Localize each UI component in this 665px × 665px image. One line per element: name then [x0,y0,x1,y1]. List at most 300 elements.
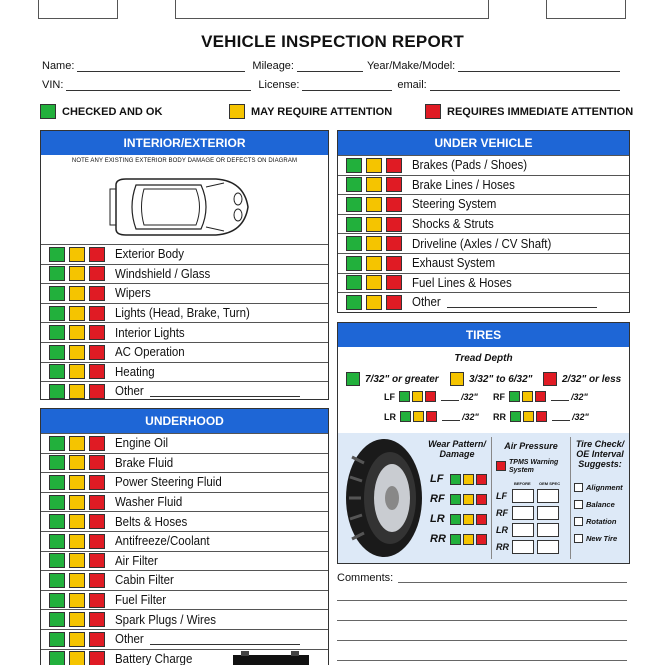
comment-line[interactable] [337,660,627,661]
yellow-checkbox[interactable] [69,345,85,360]
yellow-checkbox[interactable] [69,455,85,470]
status-squares [49,593,111,608]
tread-depth-entry [384,411,479,422]
checklist-row [41,472,328,492]
checklist-label: AC Operation [115,345,185,360]
status-squares [346,275,408,290]
green-checkbox[interactable] [49,553,65,568]
red-checkbox[interactable] [89,384,105,399]
tread-depth-entry [493,411,589,422]
tire-check-title: Tire Check/ OE Interval Suggests: [575,439,625,469]
yellow-checkbox[interactable] [69,534,85,549]
yellow-checkbox[interactable] [69,651,85,665]
green-checkbox[interactable] [49,534,65,549]
year-make-model-label: Year/Make/Model: [366,60,456,72]
green-checkbox[interactable] [346,217,362,232]
green-checkbox[interactable] [49,593,65,608]
wear-checkbox[interactable] [450,474,461,485]
red-checkbox[interactable] [89,514,105,529]
green-square [40,104,56,119]
yellow-checkbox[interactable] [69,475,85,490]
red-checkbox[interactable] [386,275,402,290]
green-checkbox[interactable] [49,286,65,301]
tire-check-row [574,483,623,492]
comments-label: Comments: [337,572,394,584]
tire-check-checkbox[interactable] [574,500,583,509]
other-line[interactable] [447,296,597,308]
legend-ok-label: CHECKED AND OK [62,105,163,118]
green-checkbox[interactable] [49,384,65,399]
oem-spec-box[interactable] [537,523,559,537]
legend-attention-label: MAY REQUIRE ATTENTION [251,105,393,118]
green-checkbox[interactable] [49,306,65,321]
checklist-label: Windshield / Glass [115,266,211,281]
tread-depth-label: Tread Depth [454,353,513,364]
checklist-label: Lights (Head, Brake, Turn) [115,306,250,321]
checklist-row [41,264,328,284]
green-checkbox[interactable] [49,632,65,647]
tread-level-attention [450,372,532,386]
air-pressure-title: Air Pressure [504,441,558,451]
tread-checkbox[interactable] [510,411,521,422]
before-pressure-box[interactable] [512,540,534,554]
checklist-row [338,233,629,253]
tires-title: TIRES [338,323,629,347]
green-checkbox[interactable] [49,651,65,665]
yellow-checkbox[interactable] [69,553,85,568]
mileage-label: Mileage: [252,60,294,72]
red-checkbox[interactable] [89,612,105,627]
legend-immediate-label: REQUIRES IMMEDIATE ATTENTION [447,105,634,118]
wear-checkbox[interactable] [463,514,474,525]
checklist-label: Power Steering Fluid [115,475,222,490]
yellow-checkbox[interactable] [366,275,382,290]
tread-depth-line[interactable] [551,392,569,401]
checklist-row [338,194,629,214]
comment-line[interactable] [337,620,627,621]
wear-position-label: LR [430,513,445,525]
green-square [346,372,360,386]
tpms-label: TPMS Warning System [509,459,559,474]
status-squares [49,345,111,360]
checklist-row [41,609,328,629]
yellow-checkbox[interactable] [366,236,382,251]
tpms-row [496,459,567,475]
tread-checkbox[interactable] [399,391,410,402]
oem-spec-box[interactable] [537,506,559,520]
under-vehicle-panel [337,130,630,313]
checklist-label: Exhaust System [412,256,496,271]
red-checkbox[interactable] [89,553,105,568]
green-checkbox[interactable] [49,325,65,340]
green-checkbox[interactable] [49,475,65,490]
air-pressure-row [496,506,559,520]
yellow-checkbox[interactable] [69,266,85,281]
yellow-checkbox[interactable] [366,177,382,192]
red-checkbox[interactable] [89,632,105,647]
checklist-row [338,214,629,234]
red-checkbox[interactable] [386,256,402,271]
red-checkbox[interactable] [89,495,105,510]
wear-row [430,473,487,485]
yellow-checkbox[interactable] [366,197,382,212]
yellow-checkbox[interactable] [69,593,85,608]
tread-depth-line[interactable] [441,392,459,401]
red-checkbox[interactable] [386,158,402,173]
interior-exterior-title: INTERIOR/EXTERIOR [41,131,328,155]
tread-checkbox[interactable] [426,411,437,422]
checklist-row [41,453,328,473]
tread-position-label: LF [384,391,395,402]
red-checkbox[interactable] [386,177,402,192]
red-square [543,372,557,386]
license-label: License: [258,79,300,91]
green-checkbox[interactable] [346,177,362,192]
red-checkbox[interactable] [89,455,105,470]
tire-icon [344,437,424,559]
year-make-model-field[interactable] [458,61,620,72]
tread-checkbox[interactable] [400,411,411,422]
battery-icon [231,651,311,665]
yellow-checkbox[interactable] [366,295,382,310]
status-squares [49,455,111,470]
red-checkbox[interactable] [89,475,105,490]
air-pressure-row [496,489,559,503]
red-checkbox[interactable] [386,197,402,212]
checklist-row [41,342,328,362]
wear-checkbox[interactable] [463,534,474,545]
checklist-label: Brake Lines / Hoses [412,177,515,192]
tread-level-good-label: 7/32" or greater [365,373,439,385]
checklist-label: Driveline (Axles / CV Shaft) [412,236,552,251]
checklist-row [338,175,629,195]
status-squares [49,534,111,549]
air-position-label: RR [496,542,509,552]
before-pressure-box[interactable] [512,506,534,520]
yellow-square [450,372,464,386]
red-checkbox[interactable] [89,247,105,262]
air-position-label: LR [496,525,508,535]
red-checkbox[interactable] [89,306,105,321]
tread-depth-entry [384,391,478,402]
email-field[interactable] [430,80,620,91]
checklist-label: Interior Lights [115,325,185,340]
green-checkbox[interactable] [346,236,362,251]
vin-field[interactable] [66,80,251,91]
checklist-row [338,292,629,312]
red-checkbox[interactable] [386,217,402,232]
checklist-row [41,381,328,401]
status-squares [49,651,111,665]
tire-check-row [574,500,615,509]
checklist-row [41,303,328,323]
page-title: VEHICLE INSPECTION REPORT [201,32,464,51]
tread-checkbox[interactable] [536,411,547,422]
red-checkbox[interactable] [89,325,105,340]
underhood-title: UNDERHOOD [41,409,328,433]
tire-check-checkbox[interactable] [574,534,583,543]
status-squares [49,325,111,340]
red-checkbox[interactable] [89,573,105,588]
checklist-row [41,531,328,551]
red-checkbox[interactable] [89,436,105,451]
air-position-label: LF [496,491,507,501]
wear-row [430,493,487,505]
green-checkbox[interactable] [49,612,65,627]
before-pressure-box[interactable] [512,523,534,537]
tread-position-label: RR [493,411,506,422]
other-line[interactable] [150,633,300,645]
checklist-label: Engine Oil [115,436,169,451]
tire-check-checkbox[interactable] [574,517,583,526]
red-checkbox[interactable] [386,236,402,251]
checklist-label: Washer Fluid [115,495,183,510]
green-checkbox[interactable] [49,247,65,262]
legend-ok [40,104,162,119]
status-squares [49,364,111,379]
before-label: BEFORE [514,481,531,486]
wear-pattern-title: Wear Pattern/ Damage [428,439,486,459]
checklist-label: Fuel Filter [115,593,167,608]
wear-checkbox[interactable] [463,494,474,505]
tread-checkbox[interactable] [425,391,436,402]
wear-checkbox[interactable] [476,474,487,485]
tread-unit: /32" [462,411,479,422]
checklist-row [41,551,328,571]
license-field[interactable] [302,80,392,91]
status-squares [49,266,111,281]
yellow-checkbox[interactable] [69,247,85,262]
status-squares [346,197,408,212]
interior-note: NOTE ANY EXISTING EXTERIOR BODY DAMAGE OR DEFECTS ON DIAGRAM [71,158,298,164]
checklist-row [338,253,629,273]
checklist-label: Other [115,384,144,399]
tires-panel [337,322,630,564]
tire-detail-area [338,433,629,563]
yellow-checkbox[interactable] [69,325,85,340]
green-checkbox[interactable] [346,158,362,173]
yellow-checkbox[interactable] [69,573,85,588]
tread-level-good [346,372,439,386]
oem-spec-label: OEM SPEC [539,481,561,486]
tpms-red-square[interactable] [496,461,506,471]
checklist-label: Wipers [115,286,151,301]
status-squares [49,514,111,529]
red-checkbox[interactable] [89,345,105,360]
tread-checkbox[interactable] [523,411,534,422]
tread-depth-entry [493,391,588,402]
red-checkbox[interactable] [89,286,105,301]
green-checkbox[interactable] [49,266,65,281]
checklist-label: Heating [115,364,155,379]
red-checkbox[interactable] [89,364,105,379]
green-checkbox[interactable] [49,514,65,529]
checklist-label: Other [412,295,441,310]
legend-immediate [425,104,633,119]
tread-unit: /32" [572,411,589,422]
interior-exterior-panel [40,130,329,400]
checklist-label: Shocks & Struts [412,217,494,232]
checklist-label: Exterior Body [115,247,185,262]
green-checkbox[interactable] [346,275,362,290]
yellow-checkbox[interactable] [366,256,382,271]
yellow-checkbox[interactable] [69,286,85,301]
red-checkbox[interactable] [89,534,105,549]
tread-checkbox[interactable] [412,391,423,402]
vin-label: VIN: [42,79,64,91]
yellow-square [229,104,245,119]
tread-depth-line[interactable] [442,412,460,421]
tire-check-label: New Tire [586,534,618,543]
name-label: Name: [42,60,75,72]
top-box-center [175,0,489,19]
checklist-row [41,590,328,610]
status-squares [49,306,111,321]
checklist-label: Cabin Filter [115,573,174,588]
tire-check-checkbox[interactable] [574,483,583,492]
green-checkbox[interactable] [49,495,65,510]
status-squares [346,236,408,251]
checklist-row [41,570,328,590]
checklist-row [338,273,629,293]
top-box-left [38,0,118,19]
green-checkbox[interactable] [49,436,65,451]
wear-row [430,533,487,545]
air-pressure-row [496,540,559,554]
yellow-checkbox[interactable] [69,306,85,321]
wear-position-label: LF [430,473,444,485]
checklist-label: Battery Charge [115,651,193,665]
checklist-label: Other [115,632,144,647]
car-diagram-icon[interactable] [106,175,251,239]
yellow-checkbox[interactable] [69,384,85,399]
tread-level-immediate-label: 2/32" or less [562,373,622,385]
checklist-row [41,283,328,303]
mileage-field[interactable] [297,61,363,72]
checklist-label: Fuel Lines & Hoses [412,275,512,290]
green-checkbox[interactable] [49,573,65,588]
air-position-label: RF [496,508,508,518]
wear-checkbox[interactable] [476,534,487,545]
tread-unit: /32" [571,391,588,402]
oem-spec-box[interactable] [537,540,559,554]
wear-row [430,513,487,525]
yellow-checkbox[interactable] [366,217,382,232]
comment-line[interactable] [337,600,627,601]
checklist-row [41,362,328,382]
tread-checkbox[interactable] [413,411,424,422]
wear-checkbox[interactable] [450,494,461,505]
tire-check-row [574,534,617,543]
red-checkbox[interactable] [89,266,105,281]
green-checkbox[interactable] [346,256,362,271]
wear-checkbox[interactable] [476,494,487,505]
under-vehicle-title: UNDER VEHICLE [338,131,629,155]
status-squares [49,553,111,568]
green-checkbox[interactable] [346,295,362,310]
checklist-row [41,629,328,649]
email-label: email: [397,79,427,91]
status-squares [346,295,408,310]
checklist-label: Steering System [412,197,497,212]
tread-level-attention-label: 3/32" to 6/32" [469,373,533,385]
red-square [425,104,441,119]
yellow-checkbox[interactable] [69,495,85,510]
underhood-panel [40,408,329,665]
checklist-row [338,155,629,175]
yellow-checkbox[interactable] [366,158,382,173]
status-squares [49,436,111,451]
green-checkbox[interactable] [49,345,65,360]
tread-checkbox[interactable] [509,391,520,402]
red-checkbox[interactable] [386,295,402,310]
checklist-label: Brakes (Pads / Shoes) [412,158,528,173]
yellow-checkbox[interactable] [69,514,85,529]
status-squares [346,217,408,232]
yellow-checkbox[interactable] [69,612,85,627]
green-checkbox[interactable] [49,364,65,379]
wear-checkbox[interactable] [450,514,461,525]
checklist-label: Antifreeze/Coolant [115,534,210,549]
status-squares [49,612,111,627]
tread-checkbox[interactable] [535,391,546,402]
green-checkbox[interactable] [49,455,65,470]
yellow-checkbox[interactable] [69,364,85,379]
checklist-label: Spark Plugs / Wires [115,612,216,627]
oem-spec-box[interactable] [537,489,559,503]
status-squares [49,384,111,399]
status-squares [49,475,111,490]
tire-check-label: Rotation [586,517,617,526]
checklist-label: Air Filter [115,553,158,568]
yellow-checkbox[interactable] [69,632,85,647]
status-squares [346,158,408,173]
status-squares [49,632,111,647]
status-squares [49,286,111,301]
checklist-row [41,492,328,512]
tire-check-label: Balance [586,500,615,509]
checklist-row [41,244,328,264]
wear-checkbox[interactable] [476,514,487,525]
green-checkbox[interactable] [346,197,362,212]
status-squares [49,495,111,510]
wear-position-label: RF [430,493,445,505]
wear-position-label: RR [430,533,446,545]
wear-checkbox[interactable] [463,474,474,485]
comment-line[interactable] [398,582,627,583]
checklist-label: Brake Fluid [115,455,174,470]
before-pressure-box[interactable] [512,489,534,503]
checklist-row [41,322,328,342]
tread-unit: /32" [461,391,478,402]
yellow-checkbox[interactable] [69,436,85,451]
tread-level-immediate [543,372,621,386]
tread-checkbox[interactable] [522,391,533,402]
tire-check-label: Alignment [586,483,623,492]
comment-line[interactable] [337,640,627,641]
red-checkbox[interactable] [89,593,105,608]
status-squares [346,177,408,192]
top-box-right [546,0,626,19]
tread-depth-line[interactable] [552,412,570,421]
name-field[interactable] [77,61,245,72]
other-line[interactable] [150,385,300,397]
tread-position-label: LR [384,411,396,422]
status-squares [49,247,111,262]
red-checkbox[interactable] [89,651,105,665]
status-squares [49,573,111,588]
wear-checkbox[interactable] [450,534,461,545]
